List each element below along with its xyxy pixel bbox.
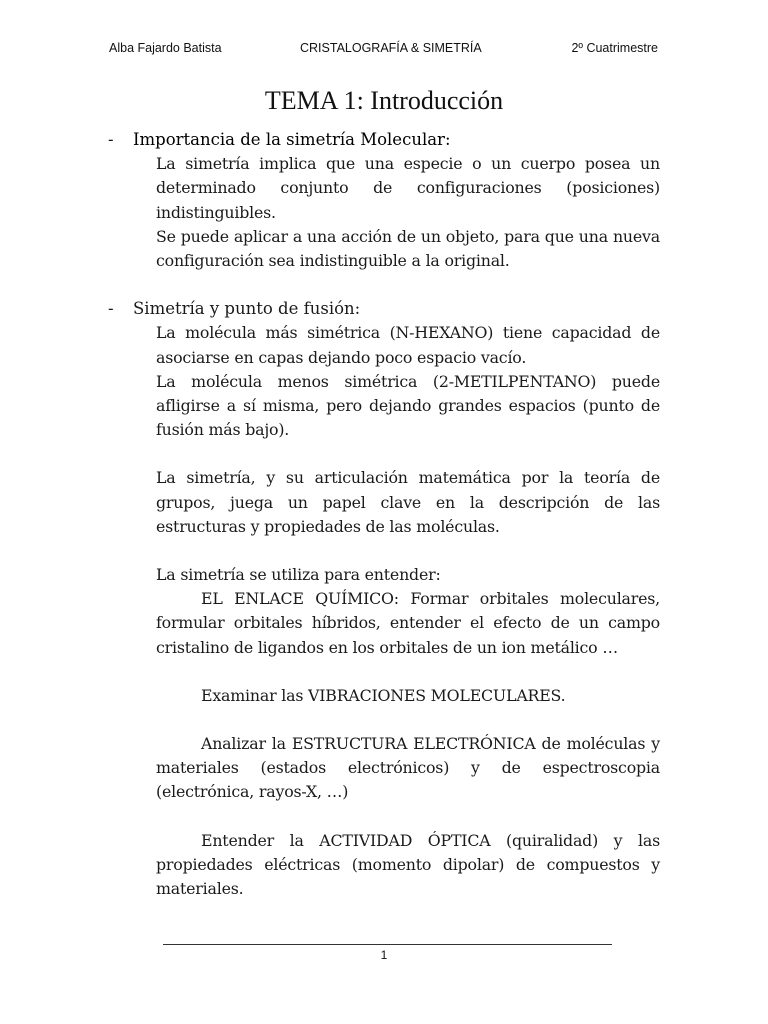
paragraph: La simetría, y su articulación matemática por la teoría de grupos, juega un papel clave en la descripción de las estructuras y propiedades de las moléculas. — [156, 468, 660, 536]
page-number: 1 — [380, 948, 388, 962]
page-header — [109, 41, 658, 61]
header-term: 2º Cuatrimestre — [571, 41, 658, 55]
bullet-dash: - — [108, 130, 114, 149]
paragraph: La simetría se utiliza para entender: — [156, 565, 441, 585]
bullet-dash: - — [108, 299, 114, 319]
spacer — [108, 660, 660, 684]
paragraph: La simetría implica que una especie o un cuerpo posea un determinado conjunto de configuraciones (posiciones) indistinguibles. — [156, 154, 660, 222]
paragraph-enlace-quimico: EL ENLACE QUÍMICO: Formar orbitales moleculares, formular orbitales híbridos, entender el efecto de un campo cristalino de ligandos en los orbitales de un ion metálico … — [156, 589, 660, 657]
header-subject: CRISTALOGRAFÍA & SIMETRÍA — [300, 41, 482, 55]
spacer — [108, 805, 660, 829]
paragraph-vibraciones: Examinar las VIBRACIONES MOLECULARES. — [201, 685, 566, 705]
document-body — [108, 128, 660, 901]
footer-divider — [163, 944, 612, 945]
spacer — [108, 273, 660, 297]
spacer — [108, 539, 660, 563]
paragraph-estructura: Analizar la ESTRUCTURA ELECTRÓNICA de moléculas y materiales (estados electrónicos) y de espectroscopia (electrónica, rayos-X, …) — [156, 734, 660, 802]
section-heading: Simetría y punto de fusión: — [133, 299, 361, 319]
header-author: Alba Fajardo Batista — [109, 41, 222, 55]
paragraph: La molécula más simétrica (N-HEXANO) tiene capacidad de asociarse en capas dejando poco espacio vacío. — [156, 323, 660, 367]
paragraph: La molécula menos simétrica (2-METILPENTANO) puede afligirse a sí misma, pero dejando grandes espacios (punto de fusión más bajo). — [156, 371, 660, 440]
spacer — [108, 442, 660, 466]
section-fusion-heading — [108, 297, 660, 321]
paragraph-actividad-optica: Entender la ACTIVIDAD ÓPTICA (quiralidad) y las propiedades eléctricas (momento dipolar) de compuestos y materiales. — [156, 830, 660, 899]
section-importancia-heading — [108, 128, 660, 152]
page-title: TEMA 1: Introducción — [264, 86, 504, 115]
paragraph: Se puede aplicar a una acción de un objeto, para que una nueva configuración sea indistinguible a la original. — [156, 226, 660, 271]
spacer — [108, 708, 660, 732]
section-heading: Importancia de la simetría Molecular: — [133, 130, 451, 149]
